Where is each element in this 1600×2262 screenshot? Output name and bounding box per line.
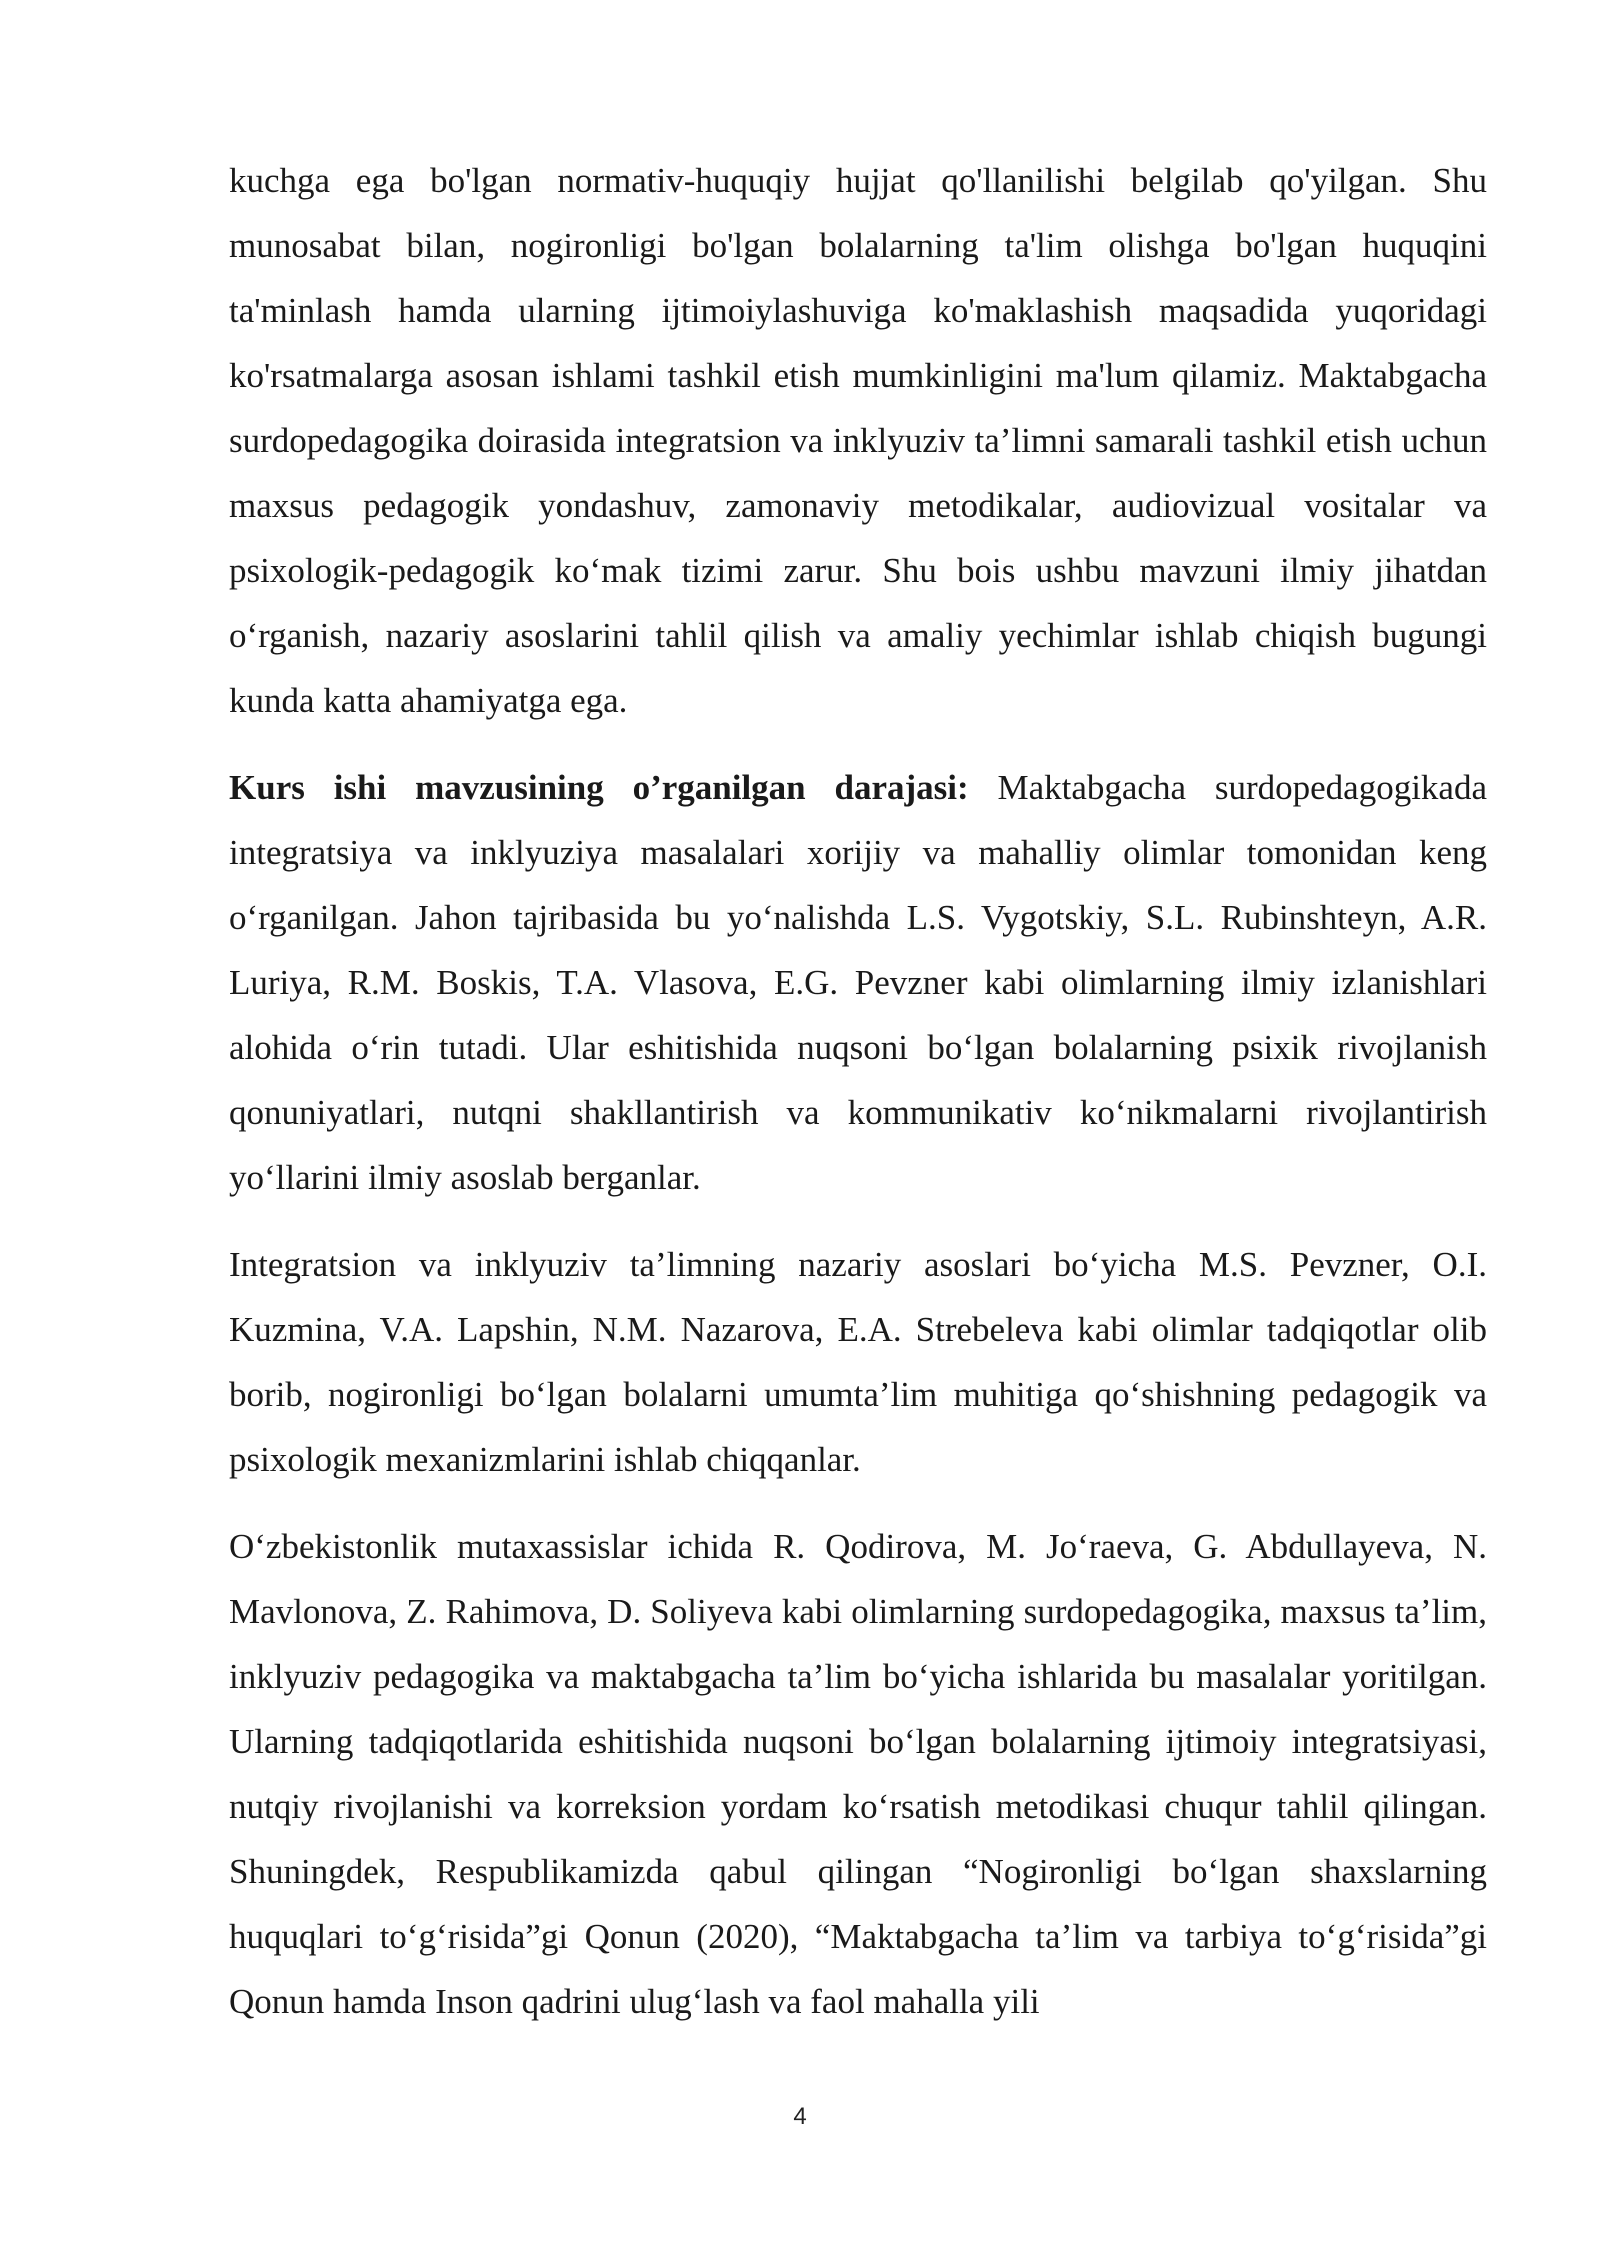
paragraph-text: O‘zbekistonlik mutaxassislar ichida R. Qodirova, M. Jo‘raeva, G. Abdullayeva, N. Mavlonova, Z. Rahimova, D. Soliyeva kabi olimlarning surdopedagogika, maxsus ta’lim, inklyuziv pedagogika va maktabgacha ta’lim bo‘yicha ishlarida bu masalalar yoritilgan. Ularning tadqiqotlarida eshitishida nuqsoni bo‘lgan bolalarning ijtimoiy integratsiyasi, nutqiy rivojlanishi va korreksion yordam ko‘rsatish metodikasi chuqur tahlil qilingan. Shuningdek, Respublikamizda qabul qilingan “Nogironligi bo‘lgan shaxslarning huquqlari to‘g‘risida”gi Qonun (2020), “Maktabgacha ta’lim va tarbiya to‘g‘risida”gi Qonun hamda Inson qadrini ulug‘lash va faol mahalla yili	[229, 1527, 1487, 2021]
paragraph-text: Maktabgacha surdopedagogikada integratsiya va inklyuziya masalalari xorijiy va mahalliy olimlar tomonidan keng o‘rganilgan. Jahon tajribasida bu yo‘nalishda L.S. Vygotskiy, S.L. Rubinshteyn, A.R. Luriya, R.M. Boskis, T.A. Vlasova, E.G. Pevzner kabi olimlarning ilmiy izlanishlari alohida o‘rin tutadi. Ular eshitishida nuqsoni bo‘lgan bolalarning psixik rivojlanish qonuniyatlari, nutqni shakllantirish va kommunikativ ko‘nikmalarni rivojlantirish yo‘llarini ilmiy asoslab berganlar.	[229, 768, 1487, 1197]
page-number: 4	[793, 2103, 807, 2130]
section-heading-study-degree: Kurs ishi mavzusining o’rganilgan darajasi:	[229, 768, 969, 807]
paragraph-intro-continuation	[229, 148, 1487, 733]
paragraph-text: Integratsion va inklyuziv ta’limning nazariy asoslari bo‘yicha M.S. Pevzner, O.I. Kuzmina, V.A. Lapshin, N.M. Nazarova, E.A. Strebeleva kabi olimlar tadqiqotlar olib borib, nogironligi bo‘lgan bolalarni umumta’lim muhitiga qo‘shishning pedagogik va psixologik mexanizmlarini ishlab chiqqanlar.	[229, 1245, 1487, 1479]
paragraph-text: kuchga ega bo'lgan normativ-huquqiy hujjat qo'llanilishi belgilab qo'yilgan. Shu munosabat bilan, nogironligi bo'lgan bolalarning ta'lim olishga bo'lgan huquqini ta'minlash hamda ularning ijtimoiylashuviga ko'maklashish maqsadida yuqoridagi ko'rsatmalarga asosan ishlami tashkil etish mumkinligini ma'lum qilamiz. Maktabgacha surdopedagogika doirasida integratsion va inklyuziv ta’limni samarali tashkil etish uchun maxsus pedagogik yondashuv, zamonaviy metodikalar, audiovizual vositalar va psixologik-pedagogik ko‘mak tizimi zarur. Shu bois ushbu mavzuni ilmiy jihatdan o‘rganish, nazariy asoslarini tahlil qilish va amaliy yechimlar ishlab chiqish bugungi kunda katta ahamiyatga ega.	[229, 161, 1487, 720]
paragraph-theoretical-foundations	[229, 1232, 1487, 1492]
paragraph-study-degree	[229, 755, 1487, 1210]
paragraph-uzbek-specialists	[229, 1514, 1487, 2034]
document-body	[229, 148, 1487, 2034]
